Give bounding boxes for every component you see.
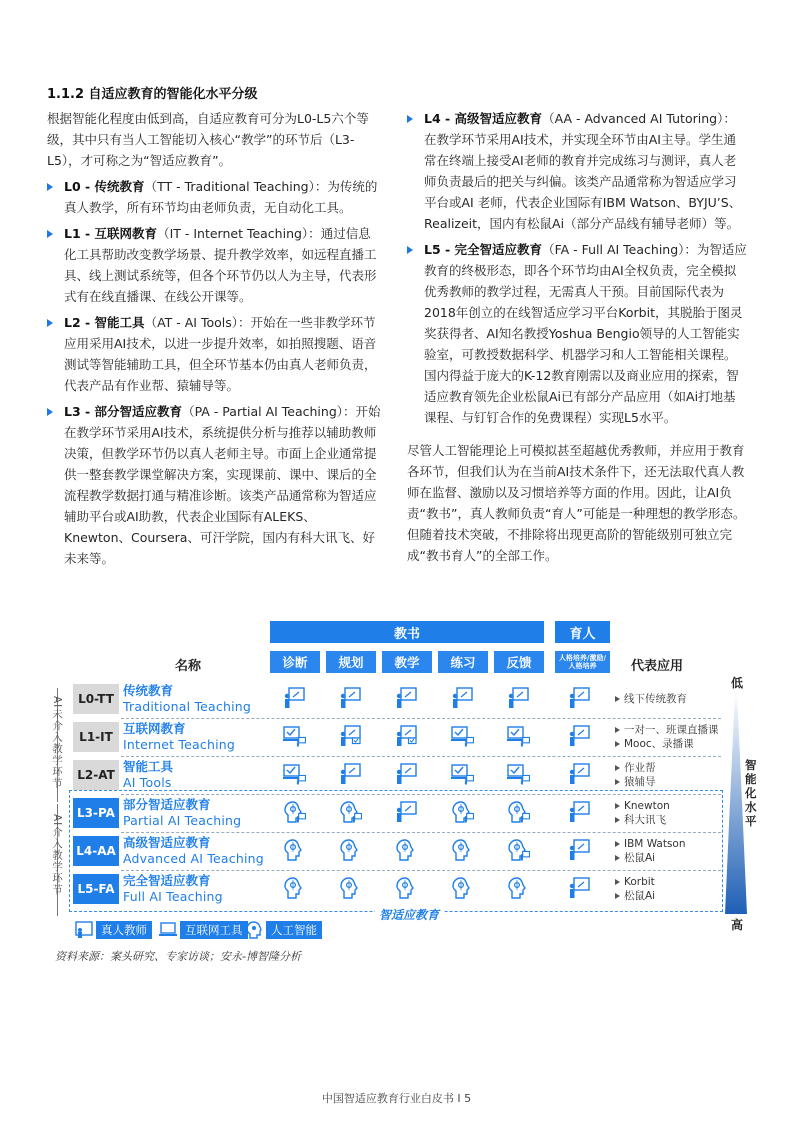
level-paren: （FA - Full AI Teaching）： xyxy=(542,242,697,257)
stage-cell-tool-teacher xyxy=(283,763,305,785)
stage-cell-teacher xyxy=(395,801,417,823)
teacher-mini-icon xyxy=(297,775,306,784)
ai-head-icon xyxy=(453,878,469,898)
rep-app-item: IBM Watson xyxy=(615,837,686,851)
stage-cell-teacher xyxy=(568,801,590,823)
stage-cell-ai-teacher xyxy=(451,801,473,823)
side-label-bottom: AI介入教学环节 xyxy=(51,814,63,896)
level-name-cn: 传统教育 xyxy=(123,683,174,698)
rep-app-item: 松鼠Ai xyxy=(615,889,655,903)
teacher-icon xyxy=(341,764,360,784)
group-header-teach: 教书 xyxy=(270,621,544,643)
teacher-icon xyxy=(570,878,589,898)
legend-ai xyxy=(245,921,322,939)
stage-cell-teacher xyxy=(568,687,590,709)
level-l4 xyxy=(407,108,747,234)
rep-app-item: 松鼠Ai xyxy=(615,851,686,865)
rep-apps xyxy=(615,799,670,827)
stage-cell-tool-teacher xyxy=(451,763,473,785)
level-head: L2 - 智能工具 xyxy=(64,315,145,330)
ai-head-icon xyxy=(453,840,469,860)
level-name xyxy=(123,721,235,753)
level-body: 通过信息化工具帮助改变教学场景、提升教学效率，如远程直播工具、线上测试系统等，但各个环节仍以人为主导，代表形式有在线直播课、在线公开课等。 xyxy=(64,226,377,304)
level-body: 开始在一些非教学环节应用采用AI技术，以进一步提升效率，如拍照搜题、语音测试等智能辅助工具，但全环节基本仍由真人老师负责，代表产品有作业帮、猿辅导等。 xyxy=(64,315,377,393)
teacher-icon xyxy=(453,688,472,708)
stage-cell-ai xyxy=(339,839,361,861)
stage-cell-ai xyxy=(283,839,305,861)
rep-apps xyxy=(615,837,686,865)
stage-cell-teacher xyxy=(568,725,590,747)
level-l0 xyxy=(47,176,381,218)
stage-header: 反馈 xyxy=(494,651,544,673)
level-paren: （IT - Internet Teaching）： xyxy=(157,226,321,241)
level-name-cn: 部分智适应教育 xyxy=(123,797,211,812)
level-name-en: Full AI Teaching xyxy=(123,889,223,904)
row-divider xyxy=(121,794,721,795)
level-name-en: AI Tools xyxy=(123,775,172,790)
level-l3 xyxy=(47,401,381,569)
laptop-icon xyxy=(451,765,468,779)
bullet-triangle-icon xyxy=(407,246,413,254)
stage-cell-teacher xyxy=(339,687,361,709)
level-body: 开始在教学环节采用AI技术，系统提供分析与推荐以辅助教师决策，但教学环节仍以真人老师主导。市面上企业通常提供一整套教学课堂解决方案，实现课前、课中、课后的全流程教学数据打通与精准诊断。该类产品通常称为智适应辅助平台或AI助教，代表企业国际有ALEKS、Knewton、Coursera、可汗学院，国内有科大讯飞、好未来等。 xyxy=(64,404,381,566)
teacher-mini-icon xyxy=(465,813,474,822)
teacher-icon xyxy=(570,688,589,708)
rep-app-item: Knewton xyxy=(615,799,670,813)
teacher-mini-icon xyxy=(297,737,306,746)
level-code: L0-TT xyxy=(73,684,119,714)
teacher-icon xyxy=(397,764,416,784)
right-column xyxy=(407,108,747,566)
teacher-icon xyxy=(397,688,416,708)
level-name xyxy=(123,683,251,715)
page-footer: 中国智适应教育行业白皮书 I 5 xyxy=(321,1092,472,1105)
rep-app-item: 线下传统教育 xyxy=(615,692,687,706)
legend-tool xyxy=(159,921,248,939)
stage-cell-tool-teacher xyxy=(451,725,473,747)
teacher-icon xyxy=(570,802,589,822)
stage-cell-teacher xyxy=(395,763,417,785)
teacher-icon xyxy=(341,688,360,708)
rep-apps xyxy=(615,723,719,751)
row-divider xyxy=(121,718,721,719)
teacher-mini-icon xyxy=(465,737,474,746)
level-code: L2-AT xyxy=(73,760,119,790)
stage-cell-teacher-tool xyxy=(395,725,417,747)
rep-app-item: Korbit xyxy=(615,875,655,889)
level-name-cn: 完全智适应教育 xyxy=(123,873,211,888)
bullet-triangle-icon xyxy=(47,230,53,238)
level-head: L5 - 完全智适应教育 xyxy=(424,242,543,257)
teacher-mini-icon xyxy=(297,813,306,822)
laptop-icon xyxy=(283,765,300,779)
level-name-cn: 智能工具 xyxy=(123,759,174,774)
stage-cell-ai-teacher xyxy=(283,801,305,823)
level-l5 xyxy=(407,239,747,428)
stage-cell-tool-teacher xyxy=(507,763,529,785)
intelligence-level-figure xyxy=(45,618,755,948)
level-code: L4-AA xyxy=(73,836,119,866)
teacher-icon xyxy=(570,764,589,784)
source-note: 资料来源：案头研究、专家访谈；安永-博智隆分析 xyxy=(55,950,301,963)
rep-app-item: 科大讯飞 xyxy=(615,813,670,827)
stage-cell-ai xyxy=(451,877,473,899)
rep-app-item: 一对一、班课直播课 xyxy=(615,723,719,737)
stage-cell-ai xyxy=(395,877,417,899)
left-column xyxy=(47,84,381,569)
legend-teacher xyxy=(75,921,152,939)
stage-header: 练习 xyxy=(438,651,488,673)
level-paren: （PA - Partial AI Teaching）： xyxy=(182,404,356,419)
stage-cell-ai-teacher xyxy=(507,801,529,823)
col-header-rep: 代表应用 xyxy=(631,659,684,674)
legend-label: 真人教师 xyxy=(96,921,152,939)
level-head: L0 - 传统教育 xyxy=(64,179,145,194)
level-code: L5-FA xyxy=(73,874,119,904)
level-code: L3-PA xyxy=(73,798,119,828)
legend-label: 人工智能 xyxy=(266,921,322,939)
group-header-nurture: 育人 xyxy=(555,621,610,643)
adaptive-group-label: 智适应教育 xyxy=(375,906,443,923)
level-paren: （AA - Advanced AI Tutoring）： xyxy=(542,111,736,126)
stage-cell-ai-teacher xyxy=(339,801,361,823)
teacher-mini-icon xyxy=(353,813,362,822)
level-name-en: Advanced AI Teaching xyxy=(123,851,264,866)
row-divider xyxy=(121,870,721,871)
stage-cell-ai xyxy=(451,839,473,861)
level-name-cn: 互联网教育 xyxy=(123,721,186,736)
stage-cell-teacher xyxy=(568,763,590,785)
stage-cell-teacher-tool xyxy=(339,725,361,747)
row-divider xyxy=(121,832,721,833)
level-l2 xyxy=(47,312,381,396)
laptop-mini-icon xyxy=(409,738,417,744)
ai-head-icon xyxy=(397,878,413,898)
stage-header: 诊断 xyxy=(270,651,320,673)
axis-high-label: 高 xyxy=(731,918,744,932)
rep-apps xyxy=(615,875,655,903)
teacher-icon xyxy=(285,688,304,708)
bullet-triangle-icon xyxy=(47,408,53,416)
level-head: L1 - 互联网教育 xyxy=(64,226,158,241)
level-name xyxy=(123,873,223,905)
stage-cell-tool-teacher xyxy=(283,725,305,747)
level-name-cn: 高级智适应教育 xyxy=(123,835,211,850)
ai-head-icon xyxy=(509,878,525,898)
level-name xyxy=(123,797,241,829)
stage-cell-ai xyxy=(395,839,417,861)
level-head: L4 - 高级智适应教育 xyxy=(424,111,543,126)
bullet-triangle-icon xyxy=(407,115,413,123)
ai-head-icon xyxy=(397,840,413,860)
laptop-icon xyxy=(507,727,524,741)
teacher-mini-icon xyxy=(521,851,530,860)
level-name xyxy=(123,835,264,867)
teacher-icon xyxy=(570,840,589,860)
stage-header: 教学 xyxy=(382,651,432,673)
laptop-mini-icon xyxy=(353,738,361,744)
side-label-top: AI未介入教学环节 xyxy=(51,696,63,789)
teacher-icon xyxy=(509,688,528,708)
level-name xyxy=(123,759,173,791)
level-body: 为传统的真人教学，所有环节均由老师负责，无自动化工具。 xyxy=(64,179,378,215)
rep-apps xyxy=(615,692,687,706)
level-body: 为智适应教育的终极形态，即各个环节均由AI全权负责，完全模拟优秀教师的教学过程，无需真人干预。目前国际代表为2018年创立的在线智适应学习平台Korbit，其脱胎于图灵奖获得者、AI知名教授Yoshua Bengio领导的人工智能实验室，可教授数据科学、机器学习和人工智能相关课程。国内得益于庞大的K-12教育刚需以及商业应用的探索，智适应教育领先企业松鼠Ai已有部分产品应用（如Ai打地基课程、与钉钉合作的免费课程）实现L5水平。 xyxy=(424,242,747,425)
level-name-en: Traditional Teaching xyxy=(123,699,252,714)
teacher-mini-icon xyxy=(521,737,530,746)
nurture-sub-header: 人格培养/激励/人格培养 xyxy=(555,651,610,673)
stage-cell-tool-teacher xyxy=(507,725,529,747)
level-name-en: Internet Teaching xyxy=(123,737,235,752)
stage-cell-teacher xyxy=(451,687,473,709)
stage-cell-ai xyxy=(507,877,529,899)
conclusion-paragraph: 尽管人工智能理论上可模拟甚至超越优秀教师，并应用于教育各环节，但我们认为在当前AI技术条件下，还无法取代真人教师在监督、激励以及习惯培养等方面的作用。因此，让AI负责“教书”，真人教师负责“育人”可能是一种理想的教学形态。但随着技术突破，不排除将出现更高阶的智能级别可独立完成“教书育人”的全部工作。 xyxy=(407,443,746,563)
ai-head-icon xyxy=(245,921,263,939)
teacher-mini-icon xyxy=(521,813,530,822)
section-title: 1.1.2 自适应教育的智能化水平分级 xyxy=(47,87,258,102)
legend-label: 互联网工具 xyxy=(180,921,248,939)
level-code: L1-IT xyxy=(73,722,119,752)
bullet-triangle-icon xyxy=(47,183,53,191)
rep-app-item: 作业帮 xyxy=(615,761,656,775)
level-paren: （TT - Traditional Teaching）： xyxy=(144,179,328,194)
ai-head-icon xyxy=(341,840,357,860)
stage-cell-ai-teacher xyxy=(507,839,529,861)
laptop-icon xyxy=(283,727,300,741)
ai-head-icon xyxy=(285,840,301,860)
col-header-name: 名称 xyxy=(175,659,202,674)
stage-cell-teacher xyxy=(395,687,417,709)
axis-low-label: 低 xyxy=(731,676,744,690)
laptop-icon xyxy=(451,727,468,741)
teacher-icon xyxy=(397,802,416,822)
intro-paragraph: 根据智能化程度由低到高，自适应教育可分为L0-L5六个等级，其中只有当人工智能切入核心“教学”的环节后（L3-L5），才可称之为“智适应教育”。 xyxy=(47,111,369,168)
level-l1 xyxy=(47,223,381,307)
laptop-icon xyxy=(507,765,524,779)
stage-cell-teacher xyxy=(568,877,590,899)
stage-cell-teacher xyxy=(568,839,590,861)
stage-cell-teacher xyxy=(339,763,361,785)
teacher-mini-icon xyxy=(465,775,474,784)
row-divider xyxy=(121,756,721,757)
level-head: L3 - 部分智适应教育 xyxy=(64,404,183,419)
rep-app-item: 猿辅导 xyxy=(615,775,656,789)
level-paren: （AT - AI Tools）： xyxy=(144,315,251,330)
level-body: 在教学环节采用AI技术，并实现全环节由AI主导。学生通常在终端上接受AI老师的教育并完成练习与测评，真人老师负责最后的把关与纠偏。该类产品通常称为智适应学习平台或AI 老师，代表企业国际有IBM Watson、BYJU’S、Realizeit，国内有松鼠Ai（部分产品线有辅导老师）等。 xyxy=(424,132,742,231)
stage-cell-teacher xyxy=(283,687,305,709)
axis-label: 智能化水平 xyxy=(745,758,757,828)
rep-app-item: Mooc、录播课 xyxy=(615,737,719,751)
teacher-icon xyxy=(570,726,589,746)
bullet-triangle-icon xyxy=(47,319,53,327)
stage-header: 规划 xyxy=(326,651,376,673)
level-name-en: Partial AI Teaching xyxy=(123,813,242,828)
stage-cell-ai xyxy=(283,877,305,899)
teacher-icon xyxy=(75,921,93,939)
stage-cell-teacher xyxy=(507,687,529,709)
ai-head-icon xyxy=(341,878,357,898)
ai-head-icon xyxy=(285,878,301,898)
rep-apps xyxy=(615,761,656,789)
teacher-mini-icon xyxy=(521,775,530,784)
laptop-icon xyxy=(159,921,177,939)
stage-cell-ai xyxy=(339,877,361,899)
